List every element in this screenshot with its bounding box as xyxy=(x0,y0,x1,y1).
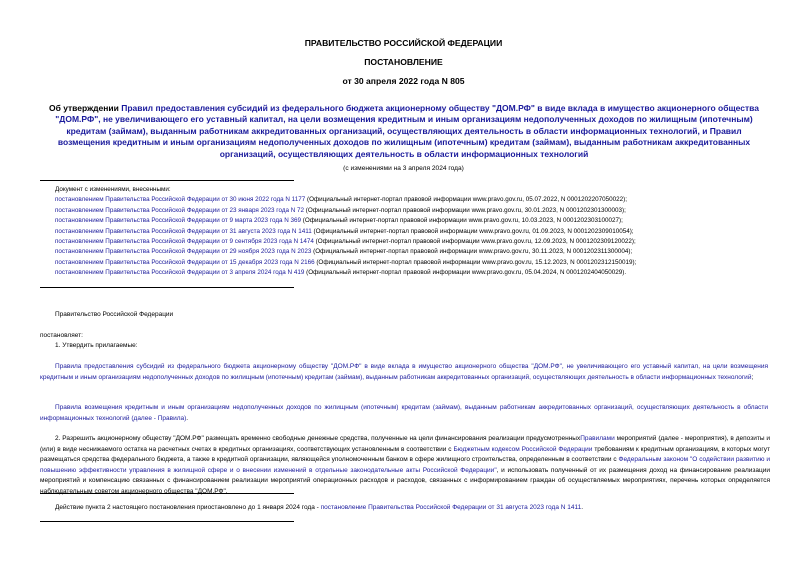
changes-list xyxy=(55,185,795,279)
budget-code-link[interactable]: Бюджетным кодексом Российской Федерации xyxy=(453,445,593,453)
divider-lower xyxy=(40,493,294,494)
amendment-link[interactable]: постановлением Правительства Российской Федерации от 15 декабря 2023 года N 2166 xyxy=(55,258,315,266)
item-1: 1. Утвердить прилагаемые: xyxy=(55,342,138,349)
changes-intro: Документ с изменениями, внесенными: xyxy=(55,186,171,193)
suspension-link[interactable]: постановление Правительства Российской Федерации от 31 августа 2023 года N 1411 xyxy=(320,504,582,511)
amendment-link[interactable]: постановлением Правительства Российской Федерации от 31 августа 2023 года N 1411 xyxy=(55,227,312,235)
rules-1-paragraph: Правила предоставления субсидий из федерального бюджета акционерному обществу "ДОМ.РФ" в виде вклада в имущество акционерного общества "ДОМ.РФ", не увеличивающего его уставный капитал, на цели возмещения кредитным и иным организациям недополученных доходов по жилищным (ипотечным) кредитам (займам), выданным работникам аккредитованных организаций, осуществляющих деятельность в области информационных технологий; xyxy=(40,363,768,381)
list-item: постановлением Правительства Российской Федерации от 15 декабря 2023 года N 2166 (Официальный интернет-портал правовой информации www.pravo.gov.ru, 15.12.2023, N 0001202312150019); xyxy=(55,258,637,266)
title-prefix: Об утверждении xyxy=(48,103,122,113)
suspension-note: Действие пункта 2 настоящего постановления приостановлено до 1 января 2024 года - постановление Правительства Российской Федерации от 31 августа 2023 года N 1411. xyxy=(55,504,584,511)
government-header: ПРАВИТЕЛЬСТВО РОССИЙСКОЙ ФЕДЕРАЦИИ xyxy=(304,38,503,48)
amendment-note: (с изменениями на 3 апреля 2024 года) xyxy=(343,165,464,172)
amendment-link[interactable]: постановлением Правительства Российской Федерации от 30 июня 2022 года N 1177 xyxy=(55,196,306,204)
divider-middle xyxy=(40,287,294,288)
title-rules-link[interactable]: Правил предоставления субсидий из федерального бюджета акционерному обществу "ДОМ.РФ" в виде вклада в имущество акционерного общества "ДОМ.РФ", не увеличивающего его уставный капитал, на цели возмещения кредитным и иным организациям недополученных доходов по жилищным (ипотечным) кредитам (займам), выданным работникам аккредитованных организаций, осуществляющих деятельность в области информационных технологий, и Правил возмещения кредитным и иным организациям недополученных доходов по жилищным (ипотечным) кредитам (займам), выданным работникам аккредитованных организаций, осуществляющих деятельность в области информационных технологий xyxy=(55,103,760,159)
divider-bottom xyxy=(40,521,294,522)
government-line: Правительство Российской Федерации xyxy=(55,311,174,318)
list-item: постановлением Правительства Российской Федерации от 9 марта 2023 года N 369 (Официальный интернет-портал правовой информации www.pravo.gov.ru, 10.03.2023, N 0001202303100027); xyxy=(55,217,623,225)
divider-top xyxy=(40,180,294,181)
document-type: ПОСТАНОВЛЕНИЕ xyxy=(364,57,443,67)
list-item: постановлением Правительства Российской Федерации от 9 сентября 2023 года N 1474 (Официальный интернет-портал правовой информации www.pravo.gov.ru, 12.09.2023, N 0001202309120022); xyxy=(55,238,636,246)
rules-2-paragraph: Правила возмещения кредитным и иным организациям недополученных доходов по жилищным (ипотечным) кредитам (займам), выданным работникам аккредитованных организаций, осуществляющих деятельность в области информационных технологий (далее - Правила). xyxy=(40,404,768,422)
item-2-paragraph: 2. Разрешить акционерному обществу "ДОМ.РФ" размещать временно свободные денежные средства, полученные на цели финансирования реализации предусмотренныхПравилами мероприятий (далее - мероприятия), в депозиты и (или) в виде неснижаемого остатка на расчетных счетах в кредитных организациях, соответствующих установленным в соответствии с Бюджетным кодексом Российской Федерации требованиям к кредитным организациям, в которых могут размещаться средства федерального бюджета, а также в кредитной организации, являющейся уполномоченным банком в сфере жилищного строительства, определенным в соответствии с Федеральным законом "О содействии развитию и повышению эффективности управления в жилищной сфере и о внесении изменений в отдельные законодательные акты Российской Федерации", и использовать полученный от их размещения доход на финансирование реализации мероприятий и компенсацию связанных с финансированием реализации мероприятий операционных расходов и расходов, связанных с информированием граждан об осуществляемых мероприятиях, перечень которых определяется наблюдательным советом акционерного общества "ДОМ.РФ". xyxy=(40,435,771,495)
amendment-link[interactable]: постановлением Правительства Российской Федерации от 29 ноября 2023 года N 2023 xyxy=(55,248,312,256)
document-title xyxy=(40,103,768,160)
list-item: постановлением Правительства Российской Федерации от 30 июня 2022 года N 1177 (Официальный интернет-портал правовой информации www.pravo.gov.ru, 05.07.2022, N 0001202207050022); xyxy=(55,196,627,204)
list-item: постановлением Правительства Российской Федерации от 23 января 2023 года N 72 (Официальный интернет-портал правовой информации www.pravo.gov.ru, 30.01.2023, N 0001202301300003); xyxy=(55,206,626,214)
rules-link[interactable]: Правилами xyxy=(580,435,615,442)
amendment-link[interactable]: постановлением Правительства Российской Федерации от 9 марта 2023 года N 369 xyxy=(55,217,302,225)
amendment-link[interactable]: постановлением Правительства Российской Федерации от 3 апреля 2024 года N 419 xyxy=(55,269,305,277)
list-item: постановлением Правительства Российской Федерации от 29 ноября 2023 года N 2023 (Официальный интернет-портал правовой информации www.pravo.gov.ru, 30.11.2023, N 0001202311300004); xyxy=(55,248,633,256)
resolves-line: постановляет: xyxy=(40,332,83,339)
amendment-link[interactable]: постановлением Правительства Российской Федерации от 23 января 2023 года N 72 xyxy=(55,206,305,214)
federal-law-link[interactable]: Федеральным законом "О содействии развитию и повышению эффективности управления в жилищной сфере и о внесении изменений в отдельные законодательные акты Российской Федерации" xyxy=(40,456,771,474)
list-item: постановлением Правительства Российской Федерации от 31 августа 2023 года N 1411 (Официальный интернет-портал правовой информации www.pravo.gov.ru, 01.09.2023, N 0001202309010054); xyxy=(55,227,634,235)
list-item: постановлением Правительства Российской Федерации от 3 апреля 2024 года N 419 (Официальный интернет-портал правовой информации www.pravo.gov.ru, 05.04.2024, N 0001202404050029). xyxy=(55,269,627,277)
document-date-number: от 30 апреля 2022 года N 805 xyxy=(342,76,465,86)
rules-2-link[interactable]: Правила возмещения кредитным и иным организациям недополученных доходов по жилищным (ипотечным) кредитам (займам), выданным работникам аккредитованных организаций, осуществляющих деятельность в области информационных технологий (далее - Правила) xyxy=(40,404,768,422)
rules-1-link[interactable]: Правила предоставления субсидий из федерального бюджета акционерному обществу "ДОМ.РФ" в виде вклада в имущество акционерного общества "ДОМ.РФ", не увеличивающего его уставный капитал, на цели возмещения кредитным и иным организациям недополученных доходов по жилищным (ипотечным) кредитам (займам), выданным работникам аккредитованных организаций, осуществляющих деятельность в области информационных технологий xyxy=(40,363,768,381)
amendment-link[interactable]: постановлением Правительства Российской Федерации от 9 сентября 2023 года N 1474 xyxy=(55,238,314,246)
